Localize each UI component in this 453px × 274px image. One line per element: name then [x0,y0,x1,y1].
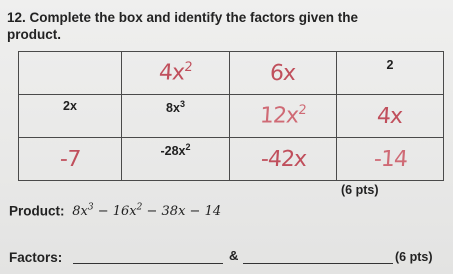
handwritten-entry: -42x [259,146,307,172]
handwritten-entry: $12x^2$ [259,103,307,129]
factor-answer-blank-2[interactable] [243,263,393,264]
handwritten-entry: -14 [372,146,408,172]
handwritten-entry: 6x [269,60,297,86]
handwritten-entry: 4x [376,103,404,129]
box-cell-mid-factor[interactable] [19,95,122,138]
printed-entry: 2 [386,58,394,72]
box-cell-corner[interactable] [19,52,122,95]
printed-entry: 2x [63,99,77,113]
box-row-middle [19,95,444,138]
box-cell-mid-col2[interactable] [230,95,337,138]
product-line [9,203,221,219]
handwritten-entry: -7 [59,146,81,172]
product-polynomial: $8x^3 - 16x^2 - 38x - 14$ [72,203,222,220]
box-cell-bottom-col3[interactable] [337,138,444,181]
box-cell-bottom-col2[interactable] [230,138,337,181]
box-cell-top-col2[interactable] [230,52,337,95]
box-points-label: (6 pts) [341,183,379,197]
question-line-2: product. [7,27,61,42]
printed-entry: $-28x^2$ [160,142,191,159]
box-cell-mid-col3[interactable] [337,95,444,138]
question-line-1: 12. Complete the box and identify the factors given the [7,10,359,25]
handwritten-entry: $4x^2$ [158,60,193,86]
area-model-box [18,51,444,181]
box-cell-mid-col1[interactable] [122,95,230,138]
printed-entry: $8x^3$ [166,99,185,116]
factors-points-label: (6 pts) [395,250,433,264]
product-label: Product: [9,203,65,219]
box-cell-top-col1[interactable] [122,52,230,95]
question-prompt [7,9,447,43]
factor-answer-blank-1[interactable] [73,263,223,264]
factors-ampersand: & [229,248,239,263]
box-row-top [19,52,444,95]
box-cell-bottom-col1[interactable] [122,138,230,181]
factors-label: Factors: [9,250,63,265]
box-cell-top-col3[interactable] [337,52,444,95]
box-row-bottom [19,138,444,181]
box-cell-bottom-factor[interactable] [19,138,122,181]
